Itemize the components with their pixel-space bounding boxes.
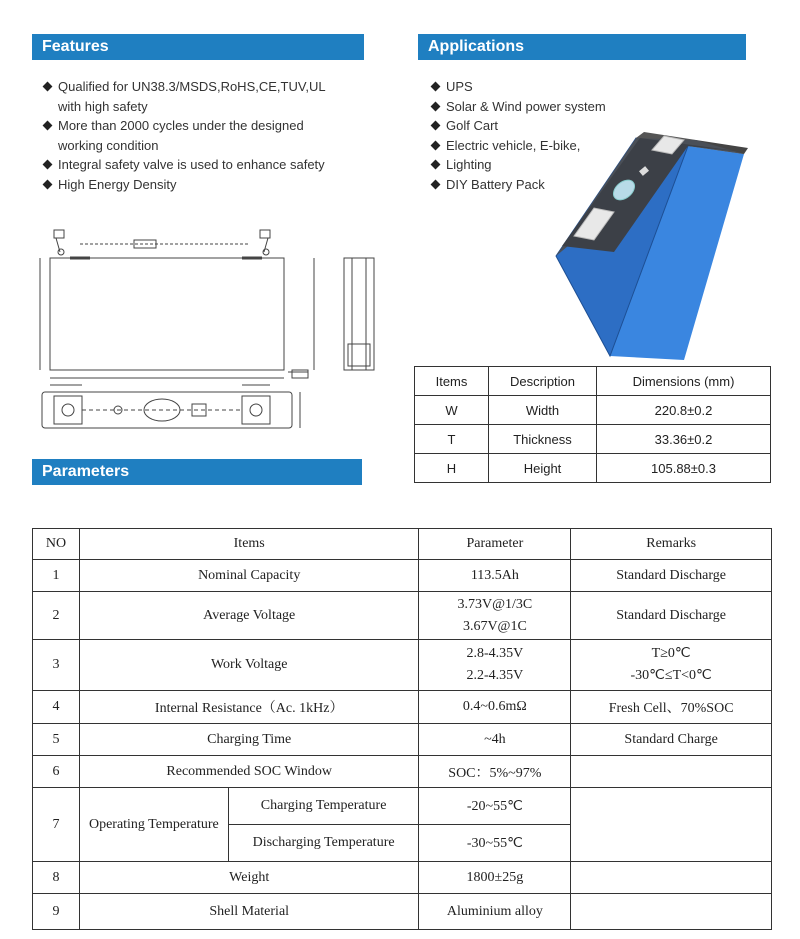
diamond-bullet-icon xyxy=(43,160,53,170)
parameters-table xyxy=(32,528,772,930)
list-item: Integral safety valve is used to enhance safety xyxy=(42,155,372,175)
diamond-bullet-icon xyxy=(43,179,53,189)
list-item: Solar & Wind power system xyxy=(430,97,630,117)
table-cell: 7 xyxy=(33,788,80,862)
diamond-bullet-icon xyxy=(431,160,441,170)
table-cell: Weight xyxy=(79,862,419,894)
list-item: Golf Cart xyxy=(430,116,630,136)
list-item: Lighting xyxy=(430,155,630,175)
table-row xyxy=(415,454,771,483)
list-item: Qualified for UN38.3/MSDS,RoHS,CE,TUV,UL xyxy=(42,77,372,97)
table-row xyxy=(33,691,772,724)
table-cell: Height xyxy=(489,454,597,483)
table-cell: 9 xyxy=(33,894,80,930)
table-cell: 0.4~0.6mΩ xyxy=(419,691,571,724)
diamond-bullet-icon xyxy=(431,179,441,189)
list-item: Electric vehicle, E-bike, xyxy=(430,136,630,156)
table-header: Parameter xyxy=(419,529,571,560)
table-cell: SOC：5%~97% xyxy=(419,756,571,788)
table-row xyxy=(33,862,772,894)
features-list xyxy=(42,77,372,194)
table-header: Remarks xyxy=(571,529,772,560)
table-row xyxy=(415,425,771,454)
table-row xyxy=(33,788,772,825)
table-cell: Shell Material xyxy=(79,894,419,930)
diamond-bullet-icon xyxy=(431,101,441,111)
table-cell: Operating Temperature xyxy=(79,788,228,862)
table-header: Description xyxy=(489,367,597,396)
table-cell: 8 xyxy=(33,862,80,894)
table-cell: 113.5Ah xyxy=(419,560,571,592)
list-item: High Energy Density xyxy=(42,175,372,195)
table-cell: Internal Resistance（Ac. 1kHz） xyxy=(79,691,419,724)
diamond-bullet-icon xyxy=(431,140,441,150)
applications-header: Applications xyxy=(418,34,746,60)
diamond-bullet-icon xyxy=(431,121,441,131)
table-cell: Charging Temperature xyxy=(228,788,419,825)
table-cell: T xyxy=(415,425,489,454)
table-cell: 3 xyxy=(33,640,80,691)
table-row xyxy=(33,894,772,930)
table-cell: W xyxy=(415,396,489,425)
table-cell xyxy=(571,788,772,862)
table-cell: 220.8±0.2 xyxy=(597,396,771,425)
table-cell xyxy=(571,862,772,894)
table-header-row xyxy=(33,529,772,560)
table-cell: Discharging Temperature xyxy=(228,825,419,862)
table-cell: 1 xyxy=(33,560,80,592)
table-cell: ~4h xyxy=(419,724,571,756)
table-cell: Charging Time xyxy=(79,724,419,756)
table-cell: 5 xyxy=(33,724,80,756)
table-cell: 2 xyxy=(33,592,80,640)
table-row xyxy=(33,724,772,756)
table-row xyxy=(33,756,772,788)
table-cell: Work Voltage xyxy=(79,640,419,691)
diamond-bullet-icon xyxy=(431,82,441,92)
table-row xyxy=(415,396,771,425)
table-cell: Average Voltage xyxy=(79,592,419,640)
list-item: UPS xyxy=(430,77,630,97)
battery-technical-drawing xyxy=(30,222,390,434)
table-cell: Thickness xyxy=(489,425,597,454)
table-cell: 2.8-4.35V 2.2-4.35V xyxy=(419,640,571,691)
table-header: Items xyxy=(79,529,419,560)
table-cell: Standard Charge xyxy=(571,724,772,756)
battery-cell-image xyxy=(548,128,748,360)
table-cell: 33.36±0.2 xyxy=(597,425,771,454)
table-header: Dimensions (mm) xyxy=(597,367,771,396)
table-cell xyxy=(571,894,772,930)
parameters-header: Parameters xyxy=(32,459,362,485)
list-item: working condition xyxy=(58,137,159,153)
table-row xyxy=(33,560,772,592)
table-cell: Standard Discharge xyxy=(571,592,772,640)
table-cell: Width xyxy=(489,396,597,425)
table-cell: 1800±25g xyxy=(419,862,571,894)
table-cell: 3.73V@1/3C 3.67V@1C xyxy=(419,592,571,640)
diamond-bullet-icon xyxy=(43,121,53,131)
table-cell: Nominal Capacity xyxy=(79,560,419,592)
table-cell xyxy=(571,756,772,788)
table-header-row xyxy=(415,367,771,396)
table-cell: 4 xyxy=(33,691,80,724)
diamond-bullet-icon xyxy=(43,82,53,92)
features-header: Features xyxy=(32,34,364,60)
table-cell: 105.88±0.3 xyxy=(597,454,771,483)
table-header: Items xyxy=(415,367,489,396)
table-cell: Fresh Cell、70%SOC xyxy=(571,691,772,724)
table-cell: Recommended SOC Window xyxy=(79,756,419,788)
list-item: DIY Battery Pack xyxy=(430,175,630,195)
table-cell: T≥0℃ -30℃≤T<0℃ xyxy=(571,640,772,691)
table-cell: -20~55℃ xyxy=(419,788,571,825)
table-cell: H xyxy=(415,454,489,483)
table-cell: Standard Discharge xyxy=(571,560,772,592)
list-item: with high safety xyxy=(58,98,148,114)
dimensions-table xyxy=(414,366,771,483)
table-row xyxy=(33,592,772,640)
table-cell: -30~55℃ xyxy=(419,825,571,862)
table-row xyxy=(33,640,772,691)
table-cell: 6 xyxy=(33,756,80,788)
table-cell: Aluminium alloy xyxy=(419,894,571,930)
list-item: More than 2000 cycles under the designed xyxy=(42,116,372,136)
table-header: NO xyxy=(33,529,80,560)
